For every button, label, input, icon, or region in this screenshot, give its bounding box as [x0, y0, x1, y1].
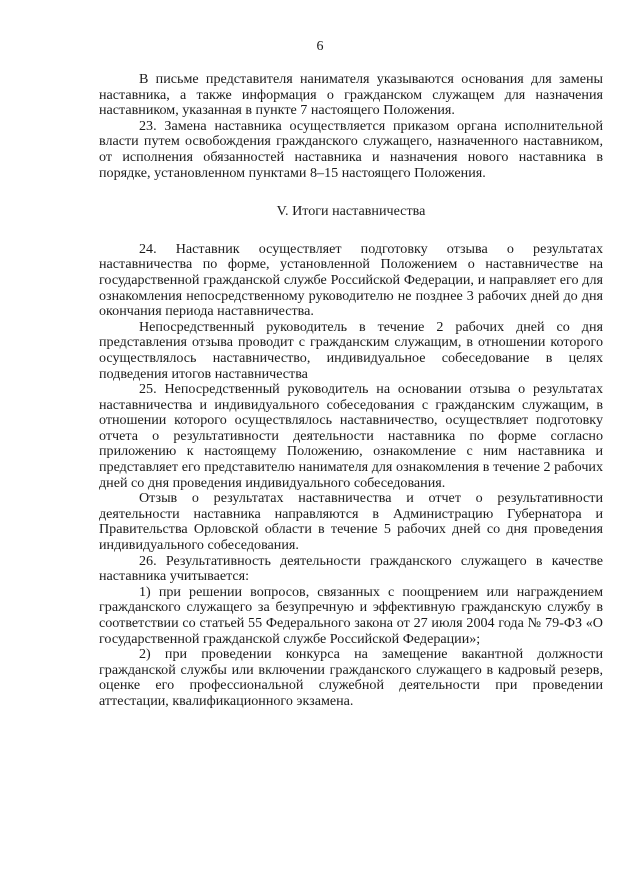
paragraph-item-25: 25. Непосредственный руководитель на основании отзыва о результатах наставничества и индивидуального собеседования с гражданским служащим, в отношении которого осуществлялось наставничество, осуществляет подготовку отчета о результативности деятельности наставника по форме согласно приложению к настоящему Положению, ознакомление с ним наставника и представляет его представителю нанимателя для ознакомления в течение 2 рабочих дней со дня проведения индивидуального собеседования.	[99, 381, 603, 491]
paragraph-replacement-letter: В письме представителя нанимателя указываются основания для замены наставника, а также информация о гражданском служащем для назначения наставником, указанная в пункте 7 настоящего Положения.	[99, 71, 603, 119]
paragraph-item-24: 24. Наставник осуществляет подготовку отзыва о результатах наставничества по форме, установленной Положением о наставничестве на государственной гражданской службе Российской Федерации, и направляет его для ознакомления непосредственному руководителю не позднее 3 рабочих дней до дня окончания периода наставничества.	[99, 240, 603, 320]
section-heading: V. Итоги наставничества	[276, 203, 426, 220]
page-number: 6	[316, 39, 324, 54]
paragraph-item-26-1: 1) при решении вопросов, связанных с поощрением или награждением гражданского служащего за безупречную и эффективную гражданскую службу в соответствии со статьей 55 Федерального закона от 27 июля 2004 года № 79-ФЗ «О государственной гражданской службе Российской Федерации»;	[99, 583, 603, 647]
paragraph-item-26-2: 2) при проведении конкурса на замещение вакантной должности гражданской службы или включении гражданского служащего в кадровый резерв, оценке его профессиональной служебной деятельности при проведении аттестации, квалификационного экзамена.	[99, 646, 603, 709]
document-body	[99, 72, 603, 710]
paragraph-supervisor-interview: Непосредственный руководитель в течение 2 рабочих дней со дня представления отзыва проводит с гражданским служащим, в отношении которого осуществлялось наставничество, индивидуальное собеседование в целях подведения итогов наставничества	[99, 318, 603, 382]
paragraph-item-26: 26. Результативность деятельности гражданского служащего в качестве наставника учитывается:	[99, 552, 603, 585]
paragraph-item-23: 23. Замена наставника осуществляется приказом органа исполнительной власти путем освобождения гражданского служащего, назначенного наставником, от исполнения обязанностей наставника и назначения нового наставника в порядке, установленном пунктами 8–15 настоящего Положения.	[99, 117, 603, 181]
paragraph-review-report: Отзыв о результатах наставничества и отчет о результативности деятельности наставника направляются в Администрацию Губернатора и Правительства Орловской области в течение 5 рабочих дней со дня проведения индивидуального собеседования.	[99, 490, 603, 554]
